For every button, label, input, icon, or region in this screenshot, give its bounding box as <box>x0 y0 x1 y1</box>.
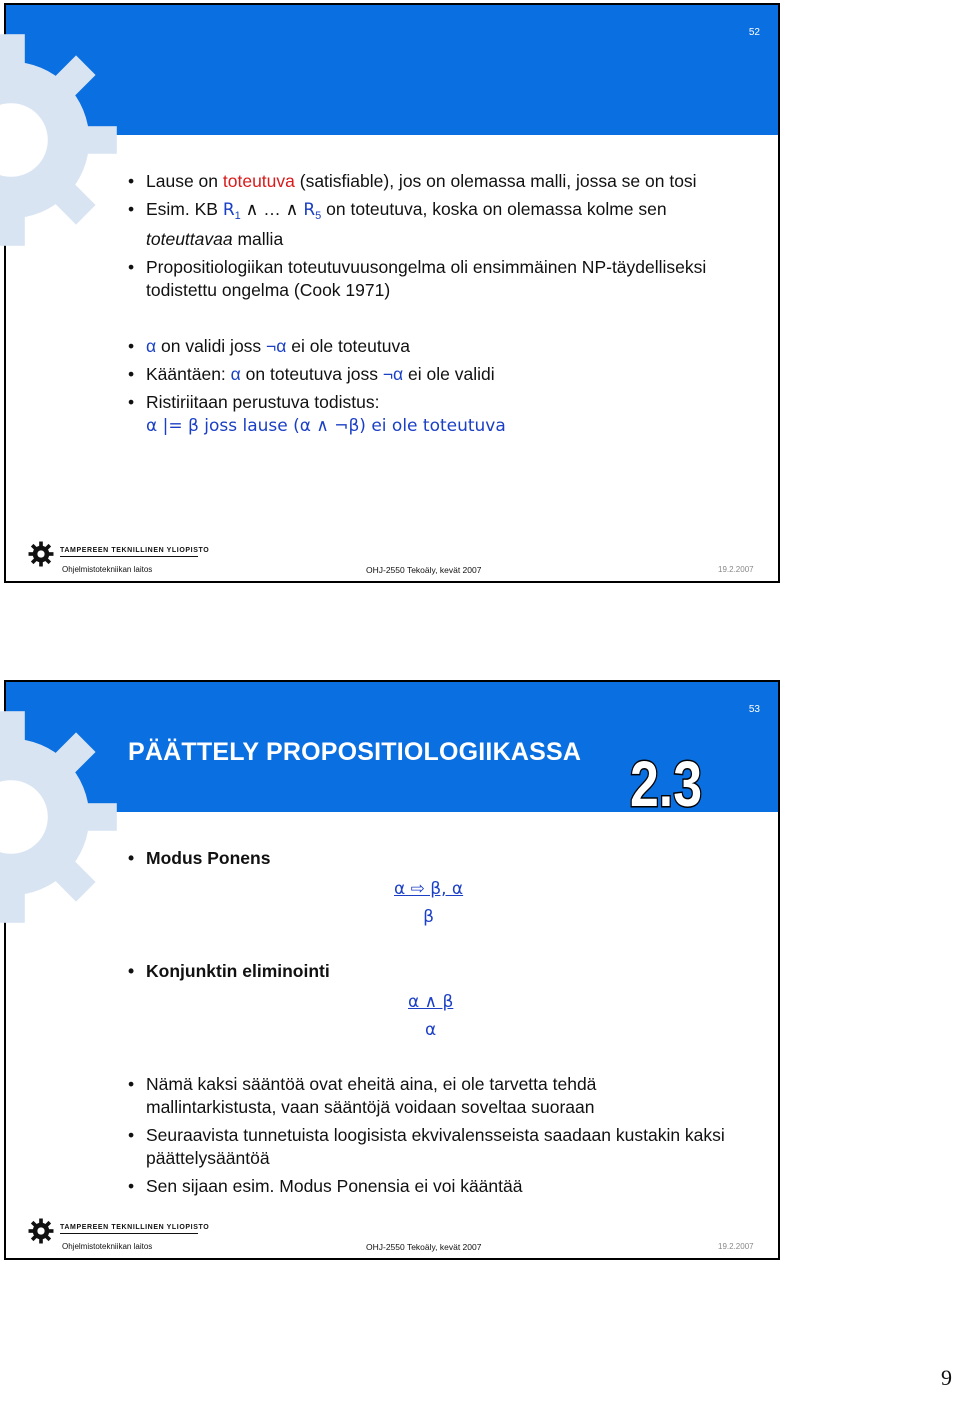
slide-52 <box>4 3 780 583</box>
course: OHJ-2550 Tekoäly, kevät 2007 <box>366 1242 482 1252</box>
gear-watermark-icon <box>0 702 126 932</box>
department: Ohjelmistotekniikan laitos <box>62 1242 153 1251</box>
slide-footer <box>6 539 778 581</box>
bullet-kb-example: • Esim. KB $R_1$ ∧ … ∧ $R_5$ on toteutuva, koska on olemassa kolme sen toteuttavaa mallia <box>128 198 728 251</box>
contradiction-formula: α |= β joss lause (α ∧ ¬β) ei ole toteutuva <box>146 416 506 436</box>
bullet-equivalences: • Seuraavista tunnetuista loogisista ekvivalensseista saadaan kustakin kaksi päättelysääntöä <box>128 1124 728 1170</box>
slide-53 <box>4 680 780 1260</box>
bullet-np-complete: • Propositiologiikan toteutuvuusongelma oli ensimmäinen NP-täydelliseksi todistettu ongelma (Cook 1971) <box>128 256 728 302</box>
conjunction-conclusion: α <box>425 1020 437 1040</box>
footer-divider <box>60 1233 198 1234</box>
department: Ohjelmistotekniikan laitos <box>62 565 153 574</box>
conjunction-elimination-rule <box>408 988 453 1044</box>
slide-content-2 <box>128 960 728 988</box>
slide-content-3 <box>128 1073 728 1203</box>
university-logo-icon <box>28 541 54 567</box>
section-badge-text: 2.3 <box>630 748 702 820</box>
bullet-contradiction: • Ristiriitaan perustuva todistus: α |= β joss lause (α ∧ ¬β) ei ole toteutuva <box>128 391 728 438</box>
bullet-conversely: • Kääntäen: α on toteutuva joss ¬α ei ole validi <box>128 363 728 386</box>
bullet-conjunction-elimination: • Konjunktin eliminointi <box>128 960 728 983</box>
bullet-modus-ponens: • Modus Ponens <box>128 847 728 870</box>
course: OHJ-2550 Tekoäly, kevät 2007 <box>366 565 482 575</box>
slide-content <box>128 170 728 443</box>
section-badge <box>626 744 706 820</box>
bullet-satisfiable: • Lause on toteutuva (satisfiable), jos on olemassa malli, jossa se on tosi <box>128 170 728 193</box>
bullet-valid: • α on validi joss ¬α ei ole toteutuva <box>128 335 728 358</box>
slide-number: 53 <box>748 704 760 715</box>
slide-footer <box>6 1216 778 1258</box>
university-name: TAMPEREEN TEKNILLINEN YLIOPISTO <box>60 547 210 554</box>
slide-content <box>128 847 728 875</box>
slide-number: 52 <box>748 27 760 38</box>
slide-title: PÄÄTTELY PROPOSITIOLOGIIKASSA <box>128 738 582 766</box>
bullet-modus-ponens-not-reversible: • Sen sijaan esim. Modus Ponensia ei voi kääntää <box>128 1175 728 1198</box>
date: 19.2.2007 <box>718 565 754 574</box>
gear-watermark-icon <box>0 25 126 255</box>
bullet-sound-rules: • Nämä kaksi sääntöä ovat eheitä aina, ei ole tarvetta tehdä mallintarkistusta, vaan sääntöjä voidaan soveltaa suoraan <box>128 1073 728 1119</box>
conjunction-premise: α ∧ β <box>408 992 454 1012</box>
date: 19.2.2007 <box>718 1242 754 1251</box>
page-number: 9 <box>941 1365 952 1390</box>
modus-ponens-rule <box>394 875 463 931</box>
university-logo-icon <box>28 1218 54 1244</box>
modus-ponens-conclusion: β <box>423 907 434 927</box>
modus-ponens-premise: α ⇨ β, α <box>394 879 464 899</box>
footer-divider <box>60 556 198 557</box>
university-name: TAMPEREEN TEKNILLINEN YLIOPISTO <box>60 1224 210 1231</box>
